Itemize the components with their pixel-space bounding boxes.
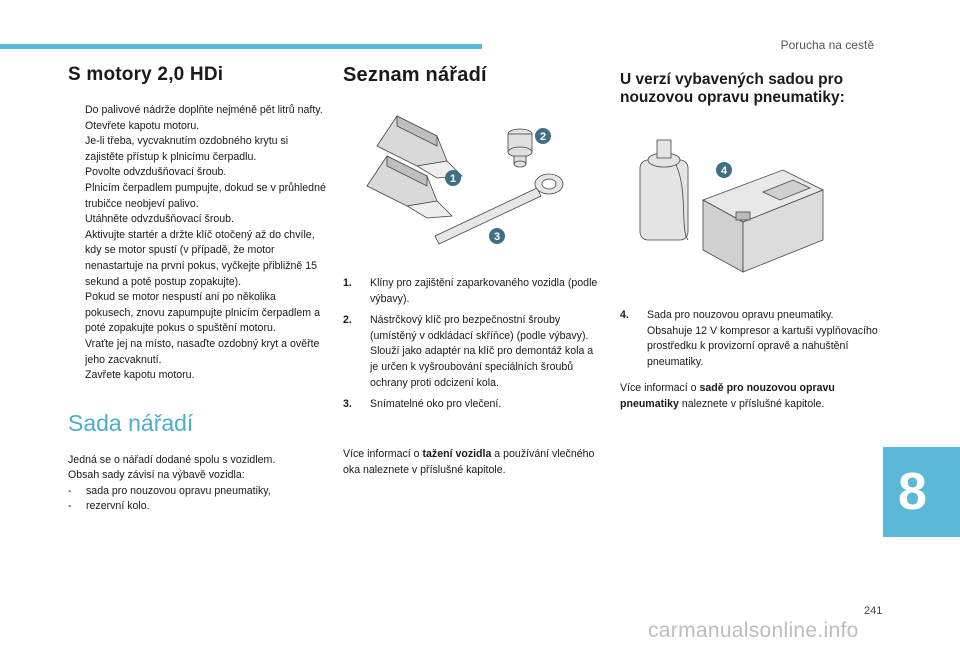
repair-kit-link-text: sadě pro nouzovou opravu pneumatiky [620,382,835,410]
wheel-chock-icon [367,116,462,218]
priming-step: Povolte odvzdušňovací šroub. [85,166,227,179]
section-heading-tool-kit: Sada nářadí [68,409,194,436]
priming-step: Pokud se motor nespustí ani po několika pokusech, znovu zapumpujte plnicím čerpadlem a poté zopakujte pokus o spuštění motoru. [85,291,320,335]
tool-list-item: 1. Klíny pro zajištění zaparkovaného vozidla (podle výbavy). [343,277,598,305]
section-heading-tool-list: Seznam nářadí [343,64,487,86]
tool-list-item: 2. Nástrčkový klíč pro bezpečnostní šrouby (umístěný v odkládací skříňce) (podle výbavy). [343,314,589,342]
tool-kit-list-item: - sada pro nouzovou opravu pneumatiky, [68,484,271,497]
callout-number: 3 [493,231,501,243]
priming-step: Aktivujte startér a držte klíč otočený až do chvíle, kdy se motor spustí (v případě, že motor nenastartuje na první pokus, vyčkejte přibližně 15 sekund a poté postup zopakujte). [85,228,318,288]
repair-kit-illustration [618,130,828,280]
callout-number: 2 [539,131,547,143]
callout-number: 4 [720,165,728,177]
tool-list-item: Slouží jako adaptér na klíč pro demontáž kola a je určen k vyšroubování speciálních šroubů ochrany proti odcizení kola. [370,345,594,389]
repair-kit-item [620,308,878,370]
tool-kit-intro: Jedná se o nářadí dodané spolu s vozidlem. [68,453,276,466]
chapter-number-tab: 8 [883,447,960,537]
priming-step: Do palivové nádrže doplňte nejméně pět litrů nafty. [85,104,323,116]
priming-step: Vraťte jej na místo, nasaďte ozdobný kryt a ověřte jeho zacvaknutí. [85,337,320,366]
section-heading-repair-kit: U verzí vybavených sadou pro nouzovou opravu pneumatiky: [620,71,845,106]
tool-kit-illustration [357,106,587,256]
tool-list-item: 3. Snímatelné oko pro vlečení. [343,398,502,411]
chapter-title: Porucha na cestě [780,38,874,52]
tool-kit-list [68,484,326,515]
more-info-repair-kit: Více informací o sadě pro nouzovou opravu pneumatiky naleznete v příslušné kapitole. [620,382,835,410]
tyre-sealant-bottle-icon [640,140,688,240]
tool-kit-list-item: - rezervní kolo. [68,500,150,513]
tool-list-items [343,276,601,413]
section-heading-hdi: S motory 2,0 HDi [68,64,224,85]
header-accent-bar [0,44,482,49]
column-repair-kit [620,64,878,410]
page-number: 241 [864,605,883,617]
column-engine-priming [68,64,326,515]
priming-step: Zavřete kapotu motoru. [85,369,195,382]
column-tool-list [343,64,601,476]
priming-step: Utáhněte odvzdušňovací šroub. [85,213,234,226]
priming-step: Otevřete kapotu motoru. [85,119,200,132]
tool-kit-intro-2: Obsah sady závisí na výbavě vozidla: [68,469,245,482]
priming-step: Je-li třeba, vycvaknutím ozdobného krytu si zajistěte přístup k plnicímu čerpadlu. [85,135,289,163]
socket-wrench-icon [508,129,532,167]
more-info-towing: Více informací o tažení vozidla a používání vlečného oka naleznete v příslušné kapitole. [343,448,595,476]
watermark: carmanualsonline.info [648,619,859,642]
towing-link-text: tažení vozidla [422,448,492,460]
priming-steps-list [68,103,326,384]
callout-number: 1 [449,173,457,185]
compressor-icon [703,170,823,272]
priming-step: Plnicím čerpadlem pumpujte, dokud se v průhledné trubičce neobjeví palivo. [85,181,326,210]
repair-kit-description: 4. Sada pro nouzovou opravu pneumatiky. Obsahuje 12 V kompresor a kartuši vyplňovacího prostředku k provizorní opravě a nahuštění pneumatiky. [620,309,878,368]
